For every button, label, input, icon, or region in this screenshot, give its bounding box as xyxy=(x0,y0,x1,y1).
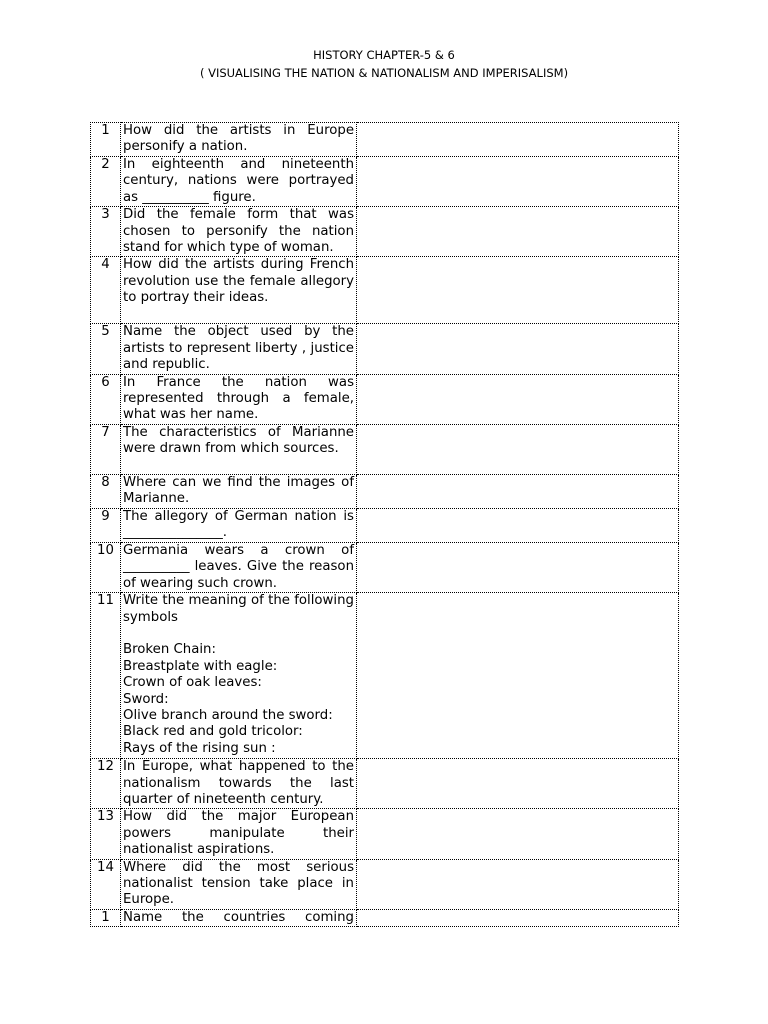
question-number: 4 xyxy=(91,257,121,324)
question-text: Where can we find the images of Marianne. xyxy=(121,474,357,508)
page-subtitle: ( VISUALISING THE NATION & NATIONALISM AND IMPERISALISM) xyxy=(199,66,569,80)
answer-cell[interactable] xyxy=(357,909,679,926)
question-text: How did the artists in Europe personify a nation. xyxy=(121,123,357,157)
table-row xyxy=(91,909,679,926)
answer-cell[interactable] xyxy=(357,424,679,474)
table-row xyxy=(91,374,679,424)
question-table xyxy=(90,122,679,927)
answer-cell[interactable] xyxy=(357,374,679,424)
question-number: 5 xyxy=(91,324,121,374)
symbol-item: Black red and gold tricolor: xyxy=(123,724,303,740)
question-text-symbols xyxy=(121,593,357,759)
question-text: Name the object used by the artists to represent liberty , justice and republic. xyxy=(121,324,357,374)
question-number: 12 xyxy=(91,759,121,809)
page-title: HISTORY CHAPTER-5 & 6 xyxy=(313,48,455,62)
question-text: In eighteenth and nineteenth century, nations were portrayed as __________ figure. xyxy=(121,157,357,207)
table-row xyxy=(91,324,679,374)
spacer xyxy=(123,626,354,642)
table-row xyxy=(91,123,679,157)
answer-cell[interactable] xyxy=(357,207,679,257)
question-number: 9 xyxy=(91,508,121,542)
question-text: Germania wears a crown of __________ leaves. Give the reason of wearing such crown. xyxy=(121,542,357,592)
symbol-item: Rays of the rising sun : xyxy=(123,740,276,756)
answer-cell[interactable] xyxy=(357,859,679,909)
question-text: Where did the most serious nationalist tension take place in Europe. xyxy=(121,859,357,909)
question-text: How did the major European powers manipulate their nationalist aspirations. xyxy=(121,809,357,859)
question-number: 1 xyxy=(91,909,121,926)
table-row xyxy=(91,542,679,592)
table-row xyxy=(91,207,679,257)
answer-cell[interactable] xyxy=(357,123,679,157)
question-number: 10 xyxy=(91,542,121,592)
question-text: The allegory of German nation is _______________. xyxy=(121,508,357,542)
answer-cell[interactable] xyxy=(357,324,679,374)
table-row xyxy=(91,474,679,508)
answer-cell[interactable] xyxy=(357,593,679,759)
table-row xyxy=(91,593,679,759)
symbol-item: Crown of oak leaves: xyxy=(123,675,262,691)
answer-cell[interactable] xyxy=(357,157,679,207)
question-number: 14 xyxy=(91,859,121,909)
question-number: 7 xyxy=(91,424,121,474)
question-text: Did the female form that was chosen to personify the nation stand for which type of woman. xyxy=(121,207,357,257)
table-row xyxy=(91,759,679,809)
question-number: 2 xyxy=(91,157,121,207)
answer-cell[interactable] xyxy=(357,257,679,324)
symbol-item: Broken Chain: xyxy=(123,642,216,658)
question-text: Name the countries coming xyxy=(123,909,354,925)
table-row xyxy=(91,859,679,909)
answer-cell[interactable] xyxy=(357,759,679,809)
question-number: 1 xyxy=(91,123,121,157)
question-number: 3 xyxy=(91,207,121,257)
question-text: Write the meaning of the following symbols xyxy=(123,593,354,625)
question-text: In Europe, what happened to the nationalism towards the last quarter of nineteenth century. xyxy=(121,759,357,809)
answer-cell[interactable] xyxy=(357,474,679,508)
symbol-item: Breastplate with eagle: xyxy=(123,658,278,674)
answer-cell[interactable] xyxy=(357,508,679,542)
question-number: 11 xyxy=(91,593,121,759)
symbol-item: Sword: xyxy=(123,691,169,707)
table-row xyxy=(91,157,679,207)
table-row xyxy=(91,424,679,474)
question-number: 13 xyxy=(91,809,121,859)
question-number: 6 xyxy=(91,374,121,424)
table-row xyxy=(91,257,679,324)
table-row xyxy=(91,508,679,542)
question-text: In France the nation was represented through a female, what was her name. xyxy=(121,374,357,424)
question-text: The characteristics of Marianne were drawn from which sources. xyxy=(121,424,357,474)
answer-cell[interactable] xyxy=(357,809,679,859)
symbol-item: Olive branch around the sword: xyxy=(123,707,333,723)
question-text: How did the artists during French revolution use the female allegory to portray their ideas. xyxy=(121,257,357,324)
question-number: 8 xyxy=(91,474,121,508)
answer-cell[interactable] xyxy=(357,542,679,592)
table-row xyxy=(91,809,679,859)
